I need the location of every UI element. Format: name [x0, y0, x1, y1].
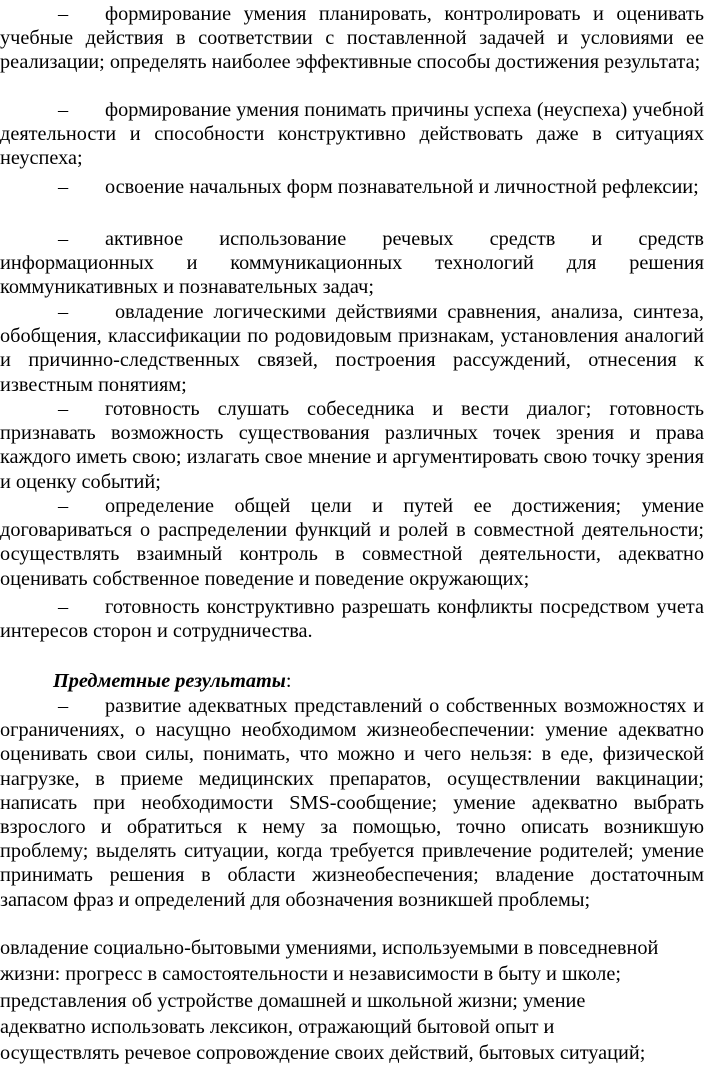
list-item-text: развитие адекватных представлений о собственных возможностях и ограничениях, о насущно необходимом жизнеобеспечении: умение адекватно оценивать свои силы, понимать, что можно и чего нельзя: в еде, физической нагрузке, в приеме медицинских препаратов, осуществлении вакцинации; написать при необходимости SMS-сообщение; умение адекватно выбрать взрослого и обратиться к нему за помощью, точно описать возникшую проблему; выделять ситуации, когда требуется привлечение родителей; умение принимать решения в области жизнеобеспечения; владение достаточным запасом фраз и определений для обозначения возникшей проблемы; [0, 695, 704, 911]
section-heading-label: Предметные результаты [53, 670, 286, 692]
list-item [0, 98, 704, 171]
list-item [0, 397, 704, 494]
paragraph-line: адекватно использовать лексикон, отражающий бытовой опыт и [0, 1016, 555, 1038]
bullet-dash: – [58, 301, 69, 323]
bullet-dash: – [58, 495, 69, 517]
bullet-dash: – [58, 3, 69, 25]
list-item [0, 595, 704, 643]
bullet-dash: – [58, 596, 69, 618]
paragraph-line: осуществлять речевое сопровождение своих действий, бытовых ситуаций; [0, 1042, 646, 1064]
list-item-text: готовность слушать собеседника и вести диалог; готовность признавать возможность существования различных точек зрения и права каждого иметь свою; излагать свое мнение и аргументировать свою точку зрения и оценку событий; [0, 398, 704, 493]
paragraph-line: жизни: прогресс в самостоятельности и независимости в быту и школе; [0, 963, 622, 985]
bullet-dash: – [58, 176, 69, 198]
list-item-text: овладение логическими действиями сравнения, анализа, синтеза, обобщения, классификации по родовидовым признакам, установления аналогий и причинно-следственных связей, построения рассуждений, отнесения к известным понятиям; [0, 301, 704, 396]
bullet-dash: – [58, 228, 69, 250]
list-item [0, 494, 704, 591]
list-item [0, 175, 704, 199]
list-item-text: определение общей цели и путей ее достижения; умение договариваться о распределении функций и ролей в совместной деятельности; осуществлять взаимный контроль в совместной деятельности, адекватно оценивать собственное поведение и поведение окружающих; [0, 495, 704, 590]
paragraph-line: представления об устройстве домашней и школьной жизни; умение [0, 990, 586, 1012]
list-item-text: формирование умения планировать, контролировать и оценивать учебные действия в соответствии с поставленной задачей и условиями ее реализации; определять наиболее эффективные способы достижения результата; [0, 3, 704, 74]
list-item [0, 694, 704, 912]
bullet-dash: – [58, 398, 69, 420]
section-heading [53, 669, 291, 693]
bullet-dash: – [58, 99, 69, 121]
list-item-text: формирование умения понимать причины успеха (неуспеха) учебной деятельности и способности конструктивно действовать даже в ситуациях неуспеха; [0, 99, 704, 170]
list-item [0, 300, 704, 397]
bullet-dash: – [58, 695, 69, 717]
list-item-text: готовность конструктивно разрешать конфликты посредством учета интересов сторон и сотрудничества. [0, 596, 704, 643]
list-item-text: активное использование речевых средств и средств информационных и коммуникационных технологий для решения коммуникативных и познавательных задач; [0, 228, 704, 299]
section-heading-suffix: : [285, 670, 292, 692]
paragraph-line: овладение социально-бытовыми умениями, используемыми в повседневной [0, 937, 659, 959]
list-item-text: освоение начальных форм познавательной и личностной рефлексии; [105, 176, 699, 198]
list-item [0, 227, 704, 300]
list-item [0, 2, 704, 75]
